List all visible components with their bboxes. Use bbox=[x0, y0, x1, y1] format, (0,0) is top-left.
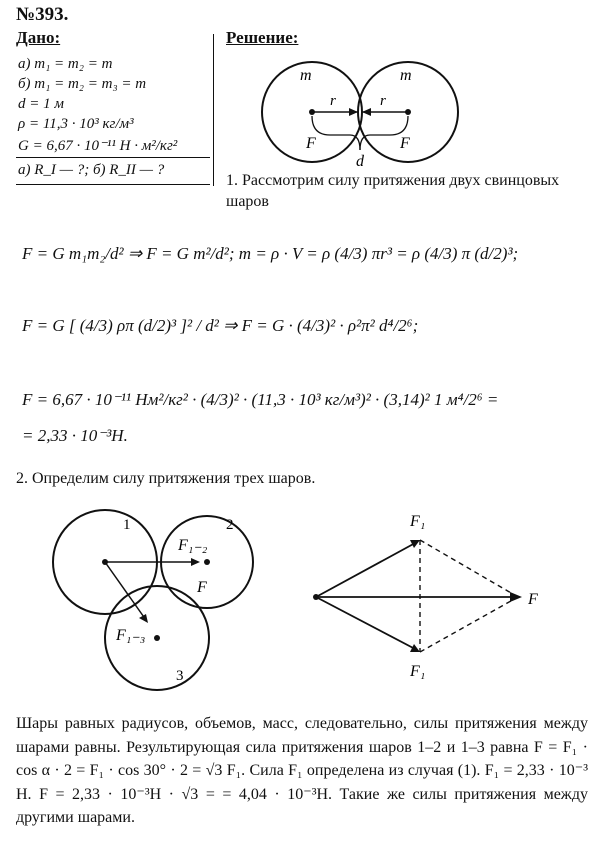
solution-label: Решение: bbox=[226, 28, 299, 47]
force-label-12: F₁₋₂ bbox=[178, 537, 208, 554]
formula-2: F = G [ (4/3) ρπ (d/2)³ ]² / d² ⇒ F = G · (4/3)² · ρ²π² d⁴/2⁶; bbox=[22, 316, 419, 335]
mass-label: m bbox=[400, 67, 412, 84]
problem-number: №393. bbox=[16, 4, 69, 25]
force-vector-top bbox=[316, 542, 417, 597]
dashed-line bbox=[420, 540, 518, 597]
force-label-bottom: F₁ bbox=[410, 663, 426, 680]
force-label: F bbox=[306, 135, 316, 152]
force-arrow-13 bbox=[105, 562, 146, 620]
arrow-head bbox=[191, 558, 200, 566]
arrow-head bbox=[349, 108, 358, 116]
given-line: d = 1 м bbox=[18, 96, 64, 112]
given-divider bbox=[16, 157, 210, 158]
arrow-head bbox=[510, 592, 522, 602]
three-spheres-figure bbox=[50, 496, 300, 706]
center-dot bbox=[154, 635, 160, 641]
dashed-line bbox=[420, 597, 518, 652]
given-divider bbox=[16, 184, 210, 185]
radius-label: r bbox=[380, 93, 386, 109]
formula-3: F = 6,67 · 10⁻¹¹ Нм²/кг² · (4/3)² · (11,3 · 10³ кг/м³)² · (3,14)² 1 м⁴/2⁶ = bbox=[22, 390, 499, 409]
given-line: б) m₁ = m₂ = m₃ = m bbox=[18, 76, 147, 92]
distance-brace bbox=[312, 116, 360, 150]
arrow-head bbox=[362, 108, 371, 116]
center-dot bbox=[204, 559, 210, 565]
given-vertical-rule bbox=[213, 34, 214, 186]
force-diagram bbox=[300, 500, 560, 690]
force-label: F bbox=[400, 135, 410, 152]
step2-text: 2. Определим силу притяжения трех шаров. bbox=[16, 470, 316, 487]
given-line: а) m₁ = m₂ = m bbox=[18, 56, 113, 72]
given-line: а) R_I — ?; б) R_II — ? bbox=[18, 162, 165, 178]
two-spheres-figure bbox=[250, 50, 470, 170]
radius-label: r bbox=[330, 93, 336, 109]
distance-label: d bbox=[356, 153, 364, 170]
formula-1: F = G m₁m₂/d² ⇒ F = G m²/d²; m = ρ · V = ρ (4/3) πr³ = ρ (4/3) π (d/2)³; bbox=[22, 244, 519, 263]
given-label: Дано: bbox=[16, 28, 61, 47]
given-line: ρ = 11,3 · 10³ кг/м³ bbox=[18, 116, 134, 132]
mass-label: m bbox=[300, 67, 312, 84]
ball-label-1: 1 bbox=[123, 517, 131, 533]
explanation-paragraph: Шары равных радиусов, объемов, масс, следовательно, силы притяжения между шарами равны. Результирующая сила притяжения шаров 1–2 и 1–3 равна F = F₁ · cos α · 2 = F₁ · cos 30° · 2 = √3 F₁. Сила F₁ определена из случая (1). F₁ = 2,33 · 10⁻³ Н. F = 2,33 · 10⁻³Н · √3 = = 4,04 · 10⁻³Н. Такие же силы притяжения между другими шарами. bbox=[16, 715, 588, 826]
force-label-13: F₁₋₃ bbox=[116, 627, 146, 644]
force-vector-bottom bbox=[316, 597, 417, 650]
ball-label-3: 3 bbox=[176, 668, 184, 684]
ball-label-2: 2 bbox=[226, 517, 234, 533]
force-label-top: F₁ bbox=[410, 513, 426, 530]
step1-text: 1. Рассмотрим силу притяжения двух свинцовых шаров bbox=[226, 172, 560, 210]
force-label-result: F bbox=[197, 579, 207, 596]
formula-4: = 2,33 · 10⁻³Н. bbox=[22, 426, 128, 445]
force-label-result: F bbox=[528, 591, 538, 608]
given-line: G = 6,67 · 10⁻¹¹ Н · м²/кг² bbox=[18, 138, 178, 154]
